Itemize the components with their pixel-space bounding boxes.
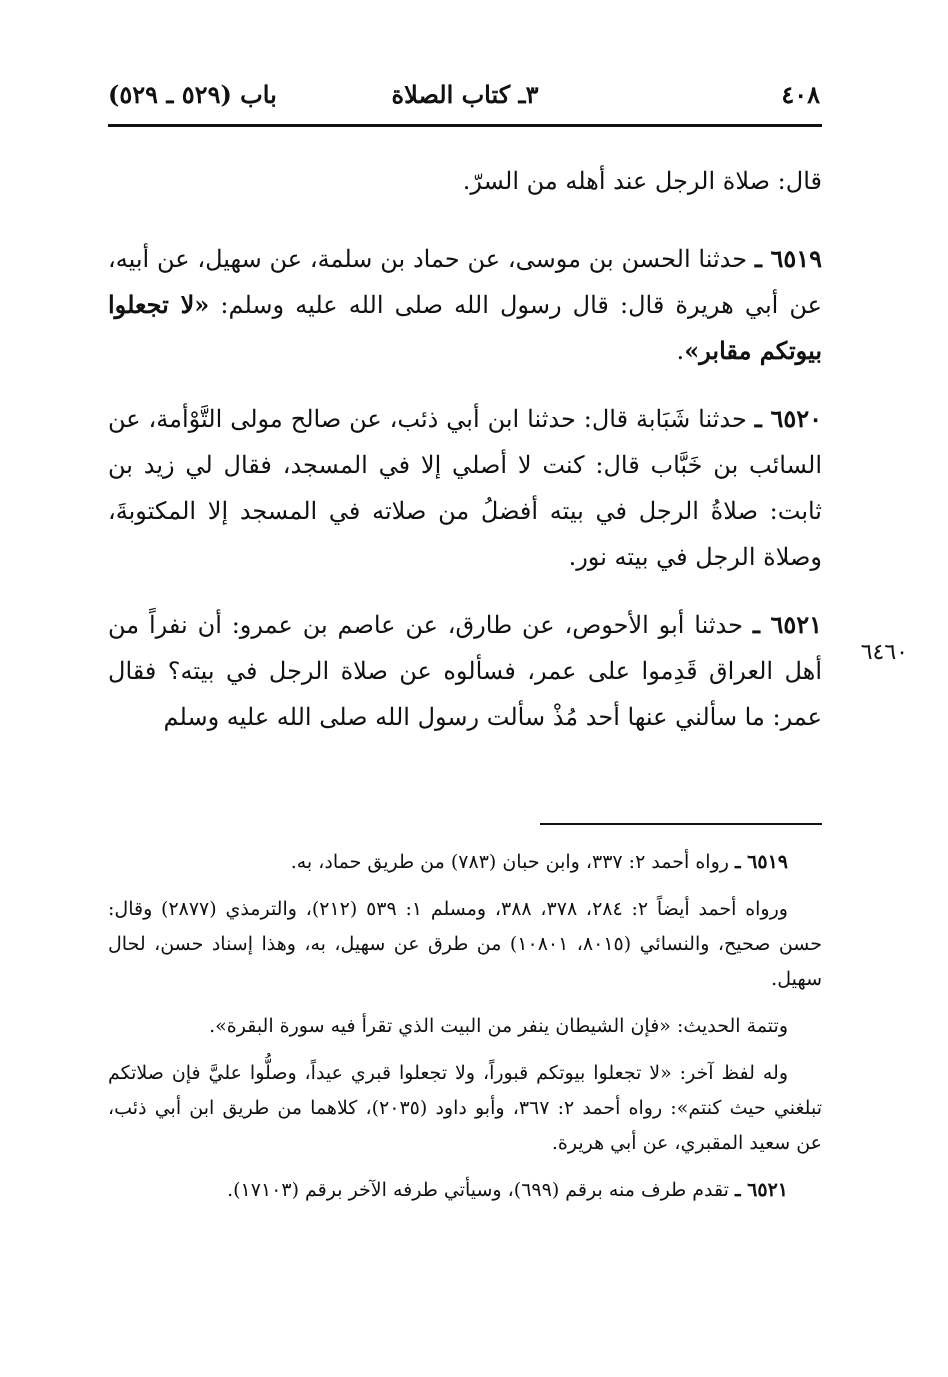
footnote-rule <box>540 823 822 825</box>
hadith-number: ٦٥٢٠ ـ <box>754 404 822 433</box>
page-number: ٤٠٨ <box>781 80 820 109</box>
hadith-6520 <box>108 396 822 580</box>
running-header <box>108 80 822 120</box>
hadith-number: ٦٥٢١ ـ <box>752 610 823 639</box>
footnotes <box>108 845 822 1220</box>
footnote-text: تقدم طرف منه برقم (٦٩٩)، وسيأتي طرفه الآخر برقم (١٧١٠٣). <box>227 1179 735 1201</box>
hadith-6519 <box>108 236 822 374</box>
footnote-paragraph: وله لفظ آخر: «لا تجعلوا بيوتكم قبوراً، ولا تجعلوا قبري عيداً، وصلُّوا عليَّ فإن صلاتكم تبلغني حيث كنتم»: رواه أحمد ٢: ٣٦٧، وأبو داود (٢٠٣٥)، كلاهما من طريق ابن أبي ذئب، عن سعيد المقبري، عن أبي هريرة. <box>108 1062 822 1154</box>
hadith-end: . <box>676 337 685 365</box>
continuation-paragraph: قال: صلاة الرجل عند أهله من السرّ. <box>462 167 822 195</box>
hadith-number: ٦٥١٩ ـ <box>754 244 822 273</box>
chapter-range: باب (٥٢٩ ـ ٥٢٩) <box>108 80 277 109</box>
hadith-quote: «لا تجعلوا بيوتكم مقابر» <box>108 290 822 365</box>
header-rule <box>108 124 822 127</box>
footnote-number: ٦٥٢١ ـ <box>734 1179 788 1201</box>
book-title: ٣ـ كتاب الصلاة <box>391 80 539 109</box>
footnote-paragraph: وتتمة الحديث: «فإن الشيطان ينفر من البيت الذي تقرأ فيه سورة البقرة». <box>209 1015 788 1037</box>
hadith-6521 <box>108 602 822 740</box>
hadith-text: حدثنا أبو الأحوص، عن طارق، عن عاصم بن عمرو: أن نفراً من أهل العراق قَدِموا على عمر، فسألوه عن صلاة الرجل في بيته؟ فقال عمر: ما سألني عنها أحد مُذْ سألت رسول الله صلى الله عليه وسلم <box>108 611 823 731</box>
footnote-paragraph: ورواه أحمد أيضاً ٢: ٢٨٤، ٣٧٨، ٣٨٨، ومسلم ١: ٥٣٩ (٢١٢)، والترمذي (٢٨٧٧) وقال: حسن صحيح، والنسائي (٨٠١٥، ١٠٨٠١) من طرق عن سهيل، به، وهذا إسناد حسن، لحال سهيل. <box>108 898 822 990</box>
margin-reference-number: ٦٤٦٠ <box>860 640 908 665</box>
hadith-text: حدثنا شَبَابة قال: حدثنا ابن أبي ذئب، عن صالح مولى التَّوْأمة، عن السائب بن خَبَّاب قال: كنت لا أصلي إلا في المسجد، فقال لي زيد بن ثابت: صلاةُ الرجل في بيته أفضلُ من صلاته في المسجد إلا المكتوبةَ، وصلاة الرجل في بيته نور. <box>108 405 822 571</box>
footnote-number: ٦٥١٩ ـ <box>734 851 788 873</box>
footnote-6519 <box>108 845 822 880</box>
hadith-text: حدثنا الحسن بن موسى، عن حماد بن سلمة، عن سهيل، عن أبيه، عن أبي هريرة قال: قال رسول الله صلى الله عليه وسلم: <box>108 245 822 319</box>
footnote-text: رواه أحمد ٢: ٣٣٧، وابن حبان (٧٨٣) من طريق حماد، به. <box>290 851 735 873</box>
main-text <box>108 158 822 762</box>
footnote-6521 <box>108 1173 822 1208</box>
